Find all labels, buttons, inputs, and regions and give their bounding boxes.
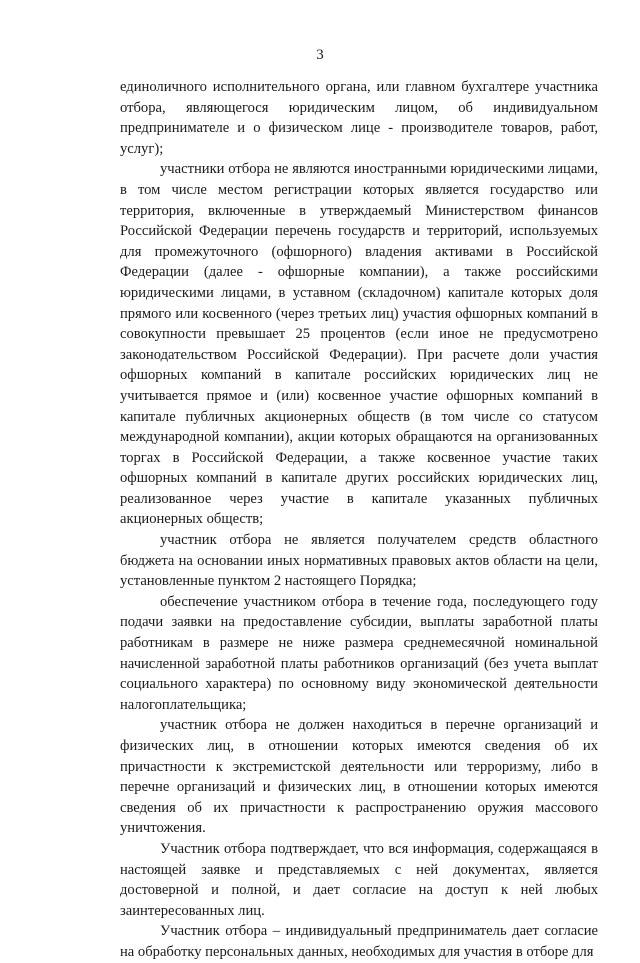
- paragraph-regional-budget: участник отбора не является получателем средств областного бюджета на основании иных нормативных правовых актов области на цели, установленные пунктом 2 настоящего Порядка;: [120, 532, 598, 590]
- page-number: 3: [316, 47, 324, 63]
- paragraph-wages: обеспечение участником отбора в течение года, последующего году подачи заявки на предоставление субсидии, выплаты заработной платы работникам в размере не ниже размера среднемесячной номинальной начисленной заработной платы работников организаций (без учета выплат социального характера) по основному виду экономической деятельности налогоплательщика;: [120, 593, 598, 713]
- paragraph-extremism-list: участник отбора не должен находиться в перечне организаций и физических лиц, в отношении которых имеются сведения об их причастности к экстремистской деятельности или терроризму, либо в перечне организаций и физических лиц, в отношении которых имеются сведения об их причастности к распространению оружия массового уничтожения.: [120, 717, 598, 837]
- paragraph-personal-data-consent: Участник отбора – индивидуальный предприниматель дает согласие на обработку персональных данных, необходимых для участия в отборе для: [120, 923, 598, 960]
- paragraph-continuation: единоличного исполнительного органа, или главном бухгалтере участника отбора, являющегося юридическим лицом, об индивидуальном предпринимателе и о физическом лице - производителе товаров, работ, услуг);: [120, 79, 598, 157]
- document-body: [120, 77, 598, 963]
- paragraph-offshore-companies: участники отбора не являются иностранными юридическими лицами, в том числе местом регистрации которых является государство или территория, включенные в утверждаемый Министерством финансов Российской Федерации перечень государств и территорий, используемых для промежуточного (офшорного) владения активами в Российской Федерации (далее - офшорные компании), а также российскими юридическими лицами, в уставном (складочном) капитале которых доля прямого или косвенного (через третьих лиц) участия офшорных компаний в совокупности превышает 25 процентов (если иное не предусмотрено законодательством Российской Федерации). При расчете доли участия офшорных компаний в капитале российских юридических лиц не учитывается прямое и (или) косвенное участие офшорных компаний в капитале публичных акционерных обществ (в том числе со статусом международной компании), акции которых обращаются на организованных торгах в Российской Федерации, а также косвенное участие таких офшорных компаний в капитале других российских юридических лиц, реализованное через участие в капитале указанных публичных акционерных обществ;: [120, 161, 598, 528]
- paragraph-confirmation: Участник отбора подтверждает, что вся информация, содержащаяся в настоящей заявке и представляемых с ней документах, является достоверной и полной, и дает согласие на доступ к ней любых заинтересованных лиц.: [120, 840, 598, 919]
